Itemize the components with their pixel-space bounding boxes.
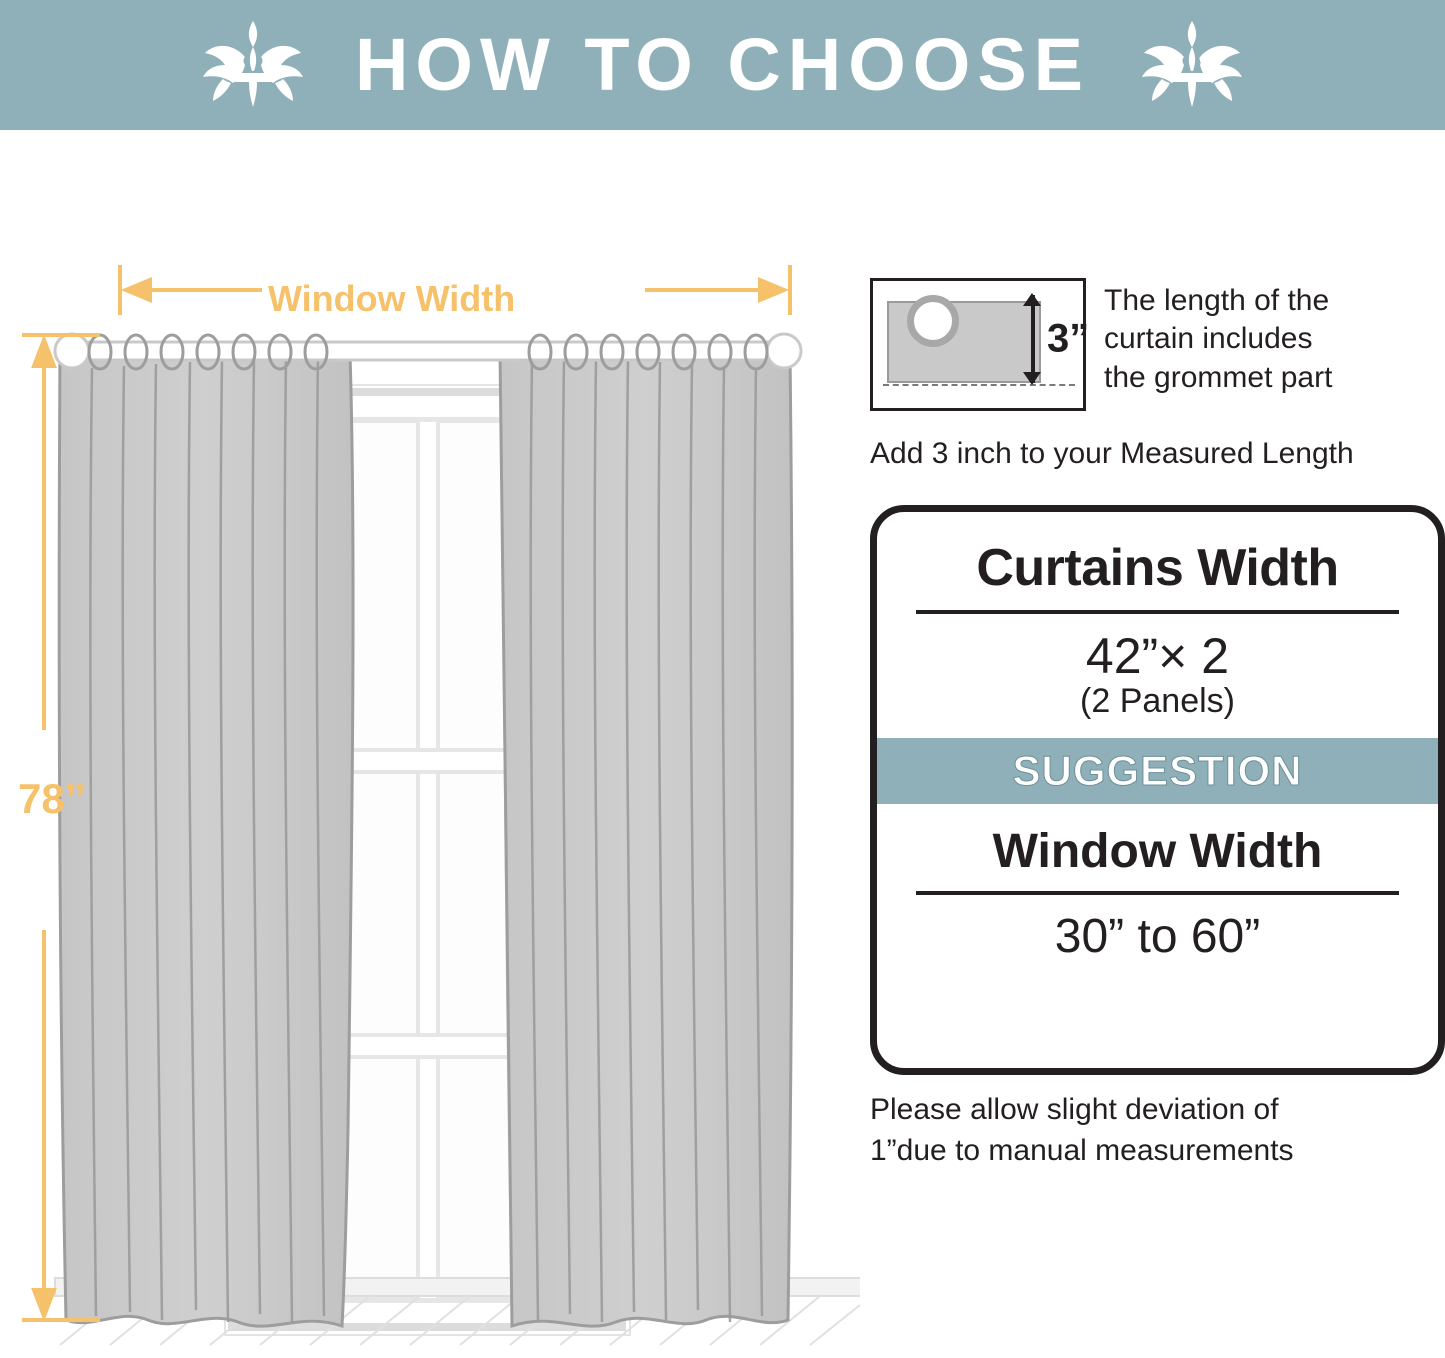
grommet-dashed-line [883,384,1075,386]
grommet-note-row [870,278,1445,411]
curtains-width-value: 42”× 2 [1085,628,1230,684]
grommet-height-label: 3” [1047,316,1090,361]
deviation-line-2: 1”due to manual measurements [870,1133,1294,1167]
suggestion-band-label: SUGGESTION [1012,746,1303,794]
curtains-width-panels: (2 Panels) [1080,681,1235,720]
curtain-illustration [0,130,860,1353]
diagram-canvas [0,130,1445,1353]
grommet-ring-icon [907,295,959,347]
page-title: HOW TO CHOOSE [354,23,1091,106]
grommet-note-line-2: curtain includes [1104,322,1313,356]
window-width-range: 30” to 60” [1054,909,1261,963]
header-banner [0,0,1445,130]
deviation-line-1: Please allow slight deviation of [870,1093,1279,1126]
info-column [862,130,1445,1353]
grommet-note-line-3: the grommet part [1104,360,1333,394]
window-width-title: Window Width [992,824,1323,878]
grommet-note-text [1104,278,1332,397]
suggestion-card [870,505,1445,1075]
grommet-height-dimension [1023,295,1090,383]
add-length-note: Add 3 inch to your Measured Length [870,437,1354,470]
fleur-de-lis-icon [193,17,313,113]
window-width-dimension-label: Window Width [268,278,516,319]
grommet-diagram [870,278,1090,411]
suggestion-band [877,738,1438,804]
grommet-note-line-1: The length of the [1104,284,1330,317]
fleur-de-lis-icon [1132,17,1252,113]
curtains-width-title: Curtains Width [976,539,1339,597]
deviation-note [870,1090,1445,1171]
curtain-height-dimension-label: 78” [18,775,86,822]
